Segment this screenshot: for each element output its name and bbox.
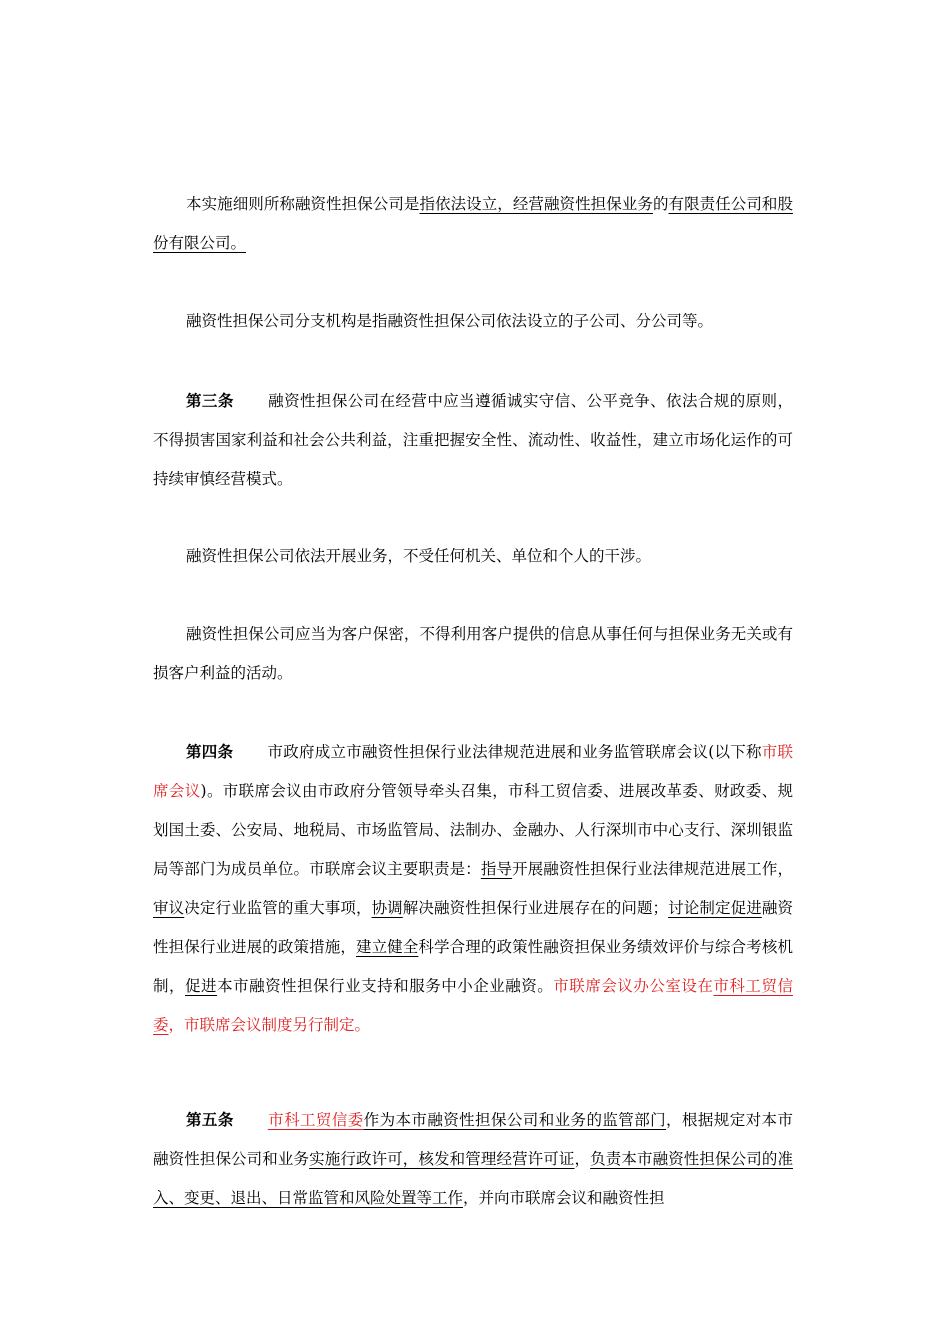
red-underlined-text: 市科工贸信委 [267, 1111, 364, 1129]
paragraph-branch-definition [153, 302, 793, 341]
text-span: 融资性担保行业进展的政策措施， [153, 899, 793, 956]
red-text: ，市联席会议制度另行制定。 [168, 1016, 371, 1034]
text-span: 融资性担保公司依法开展业务，不受任何机关、单位和个人的干涉。 [186, 547, 652, 565]
underlined-text: 讨论制定促进 [668, 899, 762, 917]
red-text: 市联席会议办公室设在 [553, 977, 714, 995]
underlined-text: 实施行政许可，核发和管理经营许可证 [309, 1150, 575, 1168]
text-span: 开展融资性担保行业法律规范进展工作， [512, 860, 793, 878]
article-label: 第四条 [186, 742, 234, 761]
text-span: ，根据规定对本市融资性担保公司和业务 [153, 1111, 793, 1168]
text-span: ，并向市联席会议和融资性担 [463, 1189, 665, 1207]
paragraph-confidentiality [153, 615, 793, 693]
underlined-text: 负责本市融资性担保公司的准入、变更、退出、日常监管和风险处置等工作 [153, 1150, 793, 1207]
text-span: 的 [652, 195, 669, 213]
article-5 [153, 1100, 793, 1218]
red-text: 市联席会议 [153, 743, 793, 800]
paragraph-definition [153, 185, 793, 263]
text-span: 解决融资性担保行业进展存在的问题； [402, 899, 669, 917]
text-span: ， [574, 1150, 591, 1168]
underlined-text: 作为本市融资性担保公司和业务的监管部门 [363, 1111, 667, 1129]
text-span: 本实施细则所称融资性担保公司是 [186, 195, 420, 213]
underlined-text: 协调 [371, 899, 403, 917]
article-4 [153, 732, 793, 1045]
underlined-text: 有限责任公司和股份有限公司。 [153, 195, 793, 252]
underlined-text: 指导 [480, 860, 513, 878]
text-span: 融资性担保公司在经营中应当遵循诚实守信、公平竞争、依法合规的原则，不得损害国家利益和社会公共利益，注重把握安全性、流动性、收益性，建立市场化运作的可持续审慎经营模式。 [153, 392, 793, 488]
text-span: 融资性担保公司分支机构是指融资性担保公司依法设立的子公司、分公司等。 [186, 312, 714, 330]
underlined-text: 建立健全 [355, 938, 419, 956]
text-span: 决定行业监管的重大事项， [184, 899, 372, 917]
article-label: 第五条 [186, 1110, 234, 1129]
text-span: 市政府成立市融资性担保行业法律规范进展和业务监管联席会议(以下称 [267, 743, 762, 761]
red-underlined-text: 市科工贸信委 [153, 977, 793, 1034]
article-label: 第三条 [186, 391, 234, 410]
text-span: 本市融资性担保行业支持和服务中小企业融资。 [217, 977, 554, 995]
underlined-text: 促进 [185, 977, 218, 995]
underlined-text: 审议 [153, 899, 185, 917]
article-3 [153, 381, 793, 499]
text-span: 融资性担保公司应当为客户保密，不得利用客户提供的信息从事任何与担保业务无关或有损客户利益的活动。 [153, 625, 793, 682]
paragraph-independence [153, 537, 793, 576]
text-span: )。市联席会议由市政府分管领导牵头召集，市科工贸信委、进展改革委、财政委、规划国土委、公安局、地税局、市场监管局、法制办、金融办、人行深圳市中心支行、深圳银监局等部门为成员单位。市联席会议主要职责是： [153, 782, 793, 878]
underlined-text: 指依法设立，经营融资性担保业务 [419, 195, 653, 213]
text-span: 科学合理的政策性融资担保业务绩效评价与综合考核机制， [153, 938, 793, 995]
